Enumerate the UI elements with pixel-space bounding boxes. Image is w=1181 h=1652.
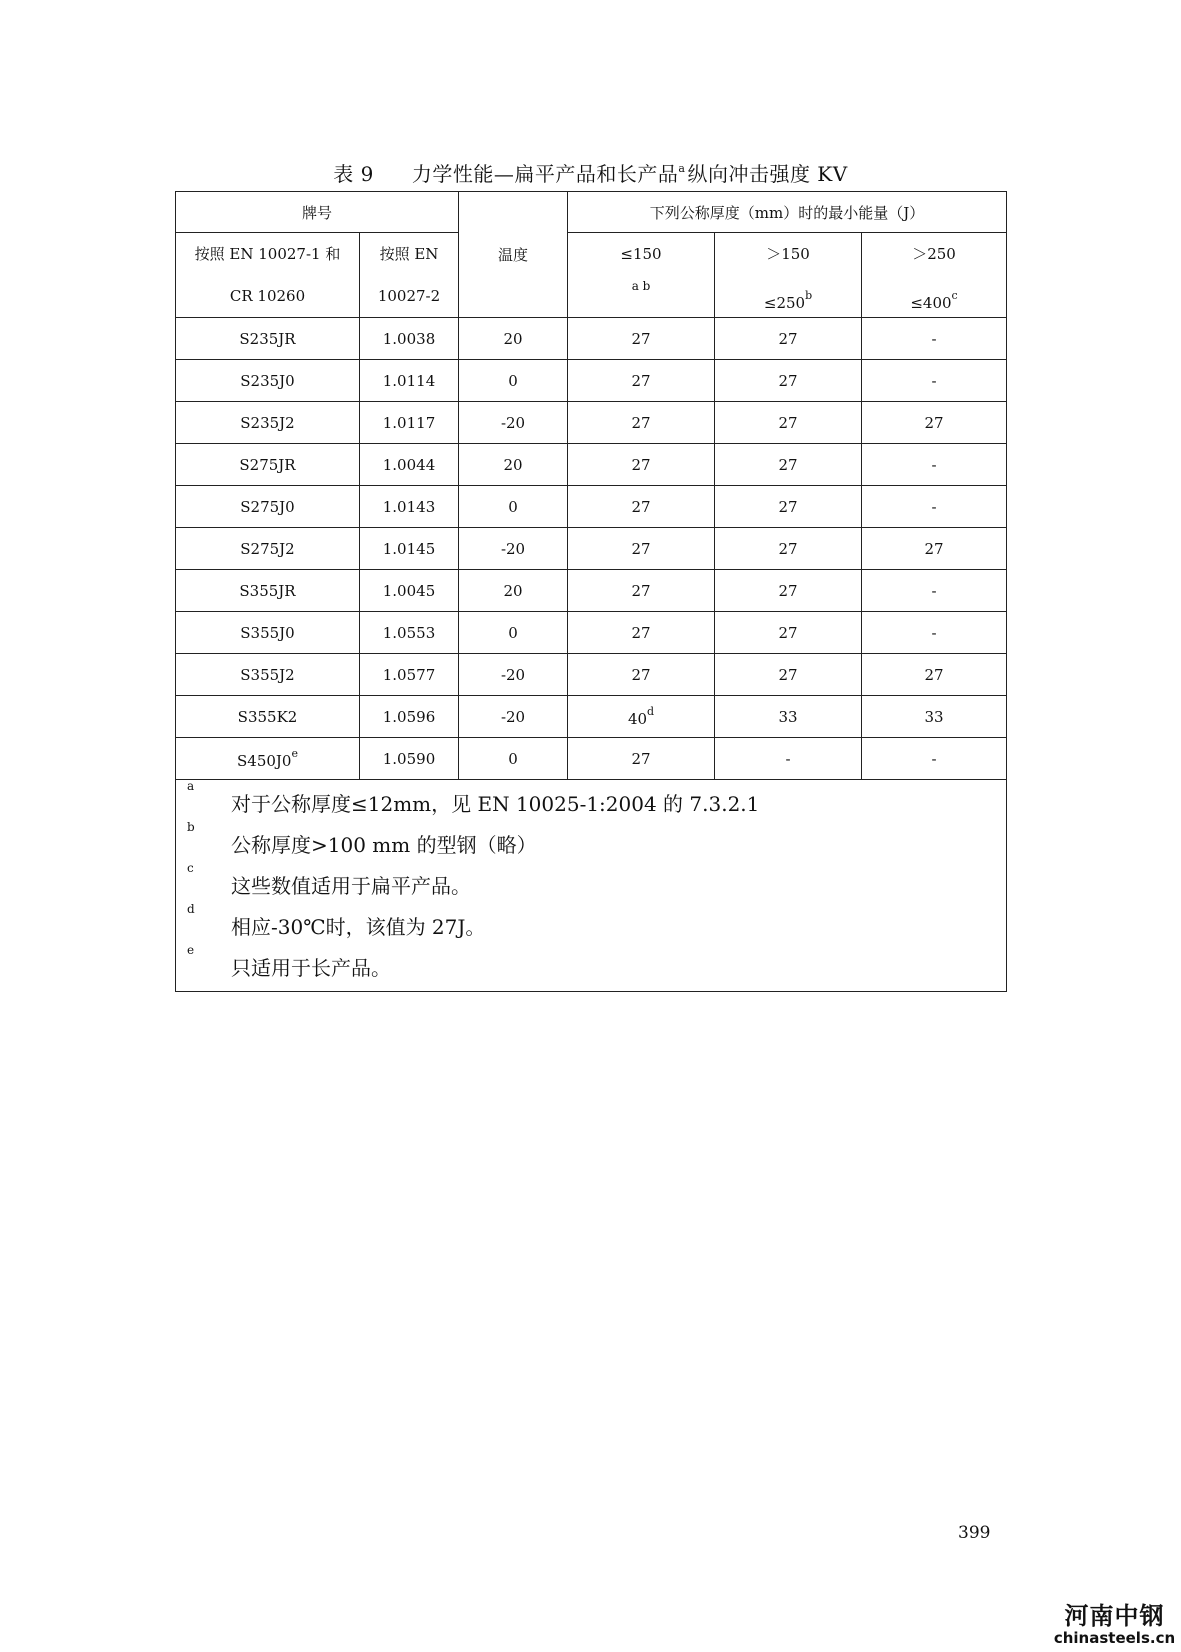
watermark-cn: 河南中钢 bbox=[1064, 1602, 1165, 1630]
cell-t1 bbox=[568, 528, 715, 570]
cell-t3 bbox=[862, 612, 1007, 654]
cell-number bbox=[360, 444, 459, 486]
footnote-text: 这些数值适用于扁平产品。 bbox=[231, 874, 471, 898]
cell-number-value: 1.0038 bbox=[382, 329, 436, 348]
table-row bbox=[176, 654, 1007, 696]
cell-number bbox=[360, 612, 459, 654]
header-grade: 牌号 bbox=[176, 192, 459, 233]
cell-number-value: 1.0044 bbox=[382, 455, 436, 474]
table-row bbox=[176, 696, 1007, 738]
header-t2-line1: ＞150 bbox=[766, 245, 810, 263]
cell-temp-value: 0 bbox=[508, 749, 518, 768]
table-number: 表 9 bbox=[333, 162, 374, 186]
cell-temp bbox=[459, 486, 568, 528]
footnote-mark: a bbox=[187, 779, 195, 793]
cell-name-value: S450J0 bbox=[237, 752, 292, 770]
table-row bbox=[176, 528, 1007, 570]
cell-number-value: 1.0577 bbox=[382, 665, 436, 684]
footnote-text: 只适用于长产品。 bbox=[231, 956, 391, 980]
cell-t1 bbox=[568, 738, 715, 780]
cell-name bbox=[176, 318, 360, 360]
table-row bbox=[176, 486, 1007, 528]
cell-number-value: 1.0114 bbox=[382, 371, 436, 390]
cell-t2-value: 27 bbox=[778, 581, 798, 600]
cell-t2-value: - bbox=[785, 749, 791, 768]
cell-number bbox=[360, 654, 459, 696]
cell-name bbox=[176, 696, 360, 738]
cell-temp bbox=[459, 360, 568, 402]
cell-t1-value: 27 bbox=[631, 413, 651, 432]
cell-temp-value: 0 bbox=[508, 371, 518, 390]
cell-name-value: S235J2 bbox=[240, 413, 295, 432]
cell-number-value: 1.0590 bbox=[382, 749, 436, 768]
cell-name-value: S275JR bbox=[239, 455, 296, 474]
cell-t2 bbox=[715, 738, 862, 780]
cell-t3 bbox=[862, 654, 1007, 696]
cell-name bbox=[176, 360, 360, 402]
header-t3-sup: c bbox=[951, 289, 958, 302]
header-t2-sup: b bbox=[805, 289, 813, 302]
cell-t1-value: 27 bbox=[631, 623, 651, 642]
cell-temp bbox=[459, 318, 568, 360]
header-t3-line1: ＞250 bbox=[912, 245, 956, 263]
footnotes bbox=[176, 780, 1006, 991]
cell-name bbox=[176, 570, 360, 612]
cell-number bbox=[360, 402, 459, 444]
cell-name-value: S235JR bbox=[239, 329, 296, 348]
header-name-col bbox=[176, 233, 360, 318]
cell-t3 bbox=[862, 360, 1007, 402]
page-number: 399 bbox=[958, 1523, 991, 1543]
cell-t1-value: 40 bbox=[627, 710, 648, 728]
cell-t2 bbox=[715, 486, 862, 528]
cell-t1-value: 27 bbox=[631, 539, 651, 558]
cell-temp-value: 0 bbox=[508, 623, 518, 642]
cell-t3 bbox=[862, 444, 1007, 486]
cell-number bbox=[360, 738, 459, 780]
cell-number-value: 1.0143 bbox=[382, 497, 436, 516]
cell-t3-value: 27 bbox=[924, 665, 944, 684]
cell-t2-value: 27 bbox=[778, 413, 798, 432]
cell-t2-value: 27 bbox=[778, 455, 798, 474]
cell-t1 bbox=[568, 612, 715, 654]
cell-name-value: S355K2 bbox=[237, 707, 298, 726]
footnote-text: 对于公称厚度≤12mm，见 EN 10025-1:2004 的 7.3.2.1 bbox=[231, 792, 760, 816]
cell-temp bbox=[459, 612, 568, 654]
header-name-line2: CR 10260 bbox=[229, 287, 306, 305]
cell-t1 bbox=[568, 486, 715, 528]
table-caption bbox=[0, 158, 1181, 187]
header-energy-group: 下列公称厚度（mm）时的最小能量（J） bbox=[568, 192, 1007, 233]
cell-number-value: 1.0045 bbox=[382, 581, 436, 600]
cell-name-value: S235J0 bbox=[240, 371, 295, 390]
cell-t3-value: - bbox=[931, 497, 937, 516]
header-t2-line2: ≤250 bbox=[763, 294, 806, 312]
cell-t2-value: 27 bbox=[778, 665, 798, 684]
footnote bbox=[176, 902, 1006, 948]
cell-t2 bbox=[715, 444, 862, 486]
cell-t3 bbox=[862, 528, 1007, 570]
cell-t2 bbox=[715, 612, 862, 654]
cell-t1-value: 27 bbox=[631, 329, 651, 348]
cell-number-value: 1.0145 bbox=[382, 539, 436, 558]
header-number-line1: 按照 EN bbox=[379, 245, 439, 263]
header-temperature: 温度 bbox=[459, 192, 568, 318]
table-title: 力学性能—扁平产品和长产品 bbox=[411, 162, 679, 186]
cell-t3-value: - bbox=[931, 749, 937, 768]
table-row bbox=[176, 360, 1007, 402]
footnotes-cell bbox=[176, 780, 1007, 992]
cell-number bbox=[360, 528, 459, 570]
cell-t3-value: 27 bbox=[924, 539, 944, 558]
table-row bbox=[176, 402, 1007, 444]
cell-t3-value: - bbox=[931, 455, 937, 474]
header-t3-line2: ≤400 bbox=[910, 294, 952, 312]
cell-name bbox=[176, 738, 360, 780]
cell-temp bbox=[459, 528, 568, 570]
cell-t2 bbox=[715, 528, 862, 570]
cell-t1 bbox=[568, 402, 715, 444]
cell-temp bbox=[459, 696, 568, 738]
header-name-line1: 按照 EN 10027-1 和 bbox=[194, 245, 341, 263]
cell-name bbox=[176, 654, 360, 696]
footnote-mark: b bbox=[187, 820, 195, 834]
cell-temp bbox=[459, 654, 568, 696]
table-row bbox=[176, 570, 1007, 612]
cell-name-value: S355J2 bbox=[240, 665, 295, 684]
cell-t2-value: 27 bbox=[778, 623, 798, 642]
table-row bbox=[176, 444, 1007, 486]
header-thickness-2 bbox=[715, 233, 862, 318]
cell-t3 bbox=[862, 402, 1007, 444]
footnote bbox=[176, 820, 1006, 866]
cell-t3 bbox=[862, 696, 1007, 738]
cell-name-value: S355JR bbox=[239, 581, 296, 600]
cell-t3-value: - bbox=[931, 329, 937, 348]
cell-t1 bbox=[568, 654, 715, 696]
cell-t3-value: 33 bbox=[924, 707, 944, 726]
cell-t1-value: 27 bbox=[631, 581, 651, 600]
table-row bbox=[176, 318, 1007, 360]
header-number-col bbox=[360, 233, 459, 318]
cell-t3-value: - bbox=[931, 371, 937, 390]
footnote bbox=[176, 861, 1006, 907]
cell-name-value: S355J0 bbox=[240, 623, 295, 642]
footnote-mark: c bbox=[187, 861, 194, 875]
cell-t1 bbox=[568, 360, 715, 402]
cell-t2-value: 27 bbox=[778, 497, 798, 516]
cell-t3 bbox=[862, 738, 1007, 780]
cell-t1 bbox=[568, 696, 715, 738]
cell-t2 bbox=[715, 360, 862, 402]
footnote bbox=[176, 779, 1006, 825]
cell-t3 bbox=[862, 318, 1007, 360]
cell-number-value: 1.0596 bbox=[382, 707, 436, 726]
impact-strength-table bbox=[175, 191, 1007, 992]
cell-number bbox=[360, 360, 459, 402]
cell-t2-value: 33 bbox=[778, 707, 798, 726]
cell-temp-value: 0 bbox=[508, 497, 518, 516]
cell-temp bbox=[459, 444, 568, 486]
cell-name-value: S275J0 bbox=[240, 497, 295, 516]
cell-t1-sup: d bbox=[647, 705, 655, 718]
cell-t1-value: 27 bbox=[631, 371, 651, 390]
cell-temp bbox=[459, 738, 568, 780]
cell-t2 bbox=[715, 402, 862, 444]
cell-name-value: S275J2 bbox=[240, 539, 295, 558]
cell-temp-value: -20 bbox=[500, 665, 526, 684]
cell-number-value: 1.0553 bbox=[382, 623, 436, 642]
header-thickness-1 bbox=[568, 233, 715, 318]
cell-t2 bbox=[715, 318, 862, 360]
cell-t3 bbox=[862, 486, 1007, 528]
cell-temp-value: 20 bbox=[503, 455, 523, 474]
cell-t3-value: - bbox=[931, 623, 937, 642]
cell-t1-value: 27 bbox=[631, 455, 651, 474]
cell-number bbox=[360, 486, 459, 528]
cell-temp-value: 20 bbox=[503, 329, 523, 348]
cell-temp-value: -20 bbox=[500, 413, 526, 432]
cell-t3-value: - bbox=[931, 581, 937, 600]
table-title-sup: a bbox=[678, 162, 686, 175]
footnote-mark: e bbox=[187, 943, 195, 957]
cell-number-value: 1.0117 bbox=[382, 413, 436, 432]
cell-name-sup: e bbox=[291, 747, 298, 760]
cell-t3-value: 27 bbox=[924, 413, 944, 432]
cell-t1 bbox=[568, 444, 715, 486]
table-title-rest: 纵向冲击强度 KV bbox=[687, 162, 848, 186]
cell-temp-value: -20 bbox=[500, 707, 526, 726]
header-t1-sup: a b bbox=[631, 279, 651, 293]
cell-t1-value: 27 bbox=[631, 497, 651, 516]
cell-t1-value: 27 bbox=[631, 665, 651, 684]
footnote-text: 公称厚度>100 mm 的型钢（略） bbox=[231, 833, 537, 857]
footnote-mark: d bbox=[187, 902, 195, 916]
cell-temp bbox=[459, 570, 568, 612]
cell-temp bbox=[459, 402, 568, 444]
cell-t2-value: 27 bbox=[778, 539, 798, 558]
footnote-text: 相应-30℃时，该值为 27J。 bbox=[231, 915, 486, 939]
cell-t1-value: 27 bbox=[631, 749, 651, 768]
cell-name bbox=[176, 612, 360, 654]
cell-name bbox=[176, 486, 360, 528]
cell-number bbox=[360, 570, 459, 612]
table-row bbox=[176, 612, 1007, 654]
cell-temp-value: 20 bbox=[503, 581, 523, 600]
watermark-en: chinasteels.cn bbox=[1053, 1629, 1176, 1647]
header-number-line2: 10027-2 bbox=[377, 287, 441, 305]
cell-t2 bbox=[715, 654, 862, 696]
cell-name bbox=[176, 528, 360, 570]
cell-t2-value: 27 bbox=[778, 329, 798, 348]
cell-t1 bbox=[568, 318, 715, 360]
header-thickness-3 bbox=[862, 233, 1007, 318]
cell-temp-value: -20 bbox=[500, 539, 526, 558]
cell-t2 bbox=[715, 696, 862, 738]
cell-t1 bbox=[568, 570, 715, 612]
header-t1-line1: ≤150 bbox=[620, 245, 662, 263]
cell-number bbox=[360, 696, 459, 738]
cell-t2 bbox=[715, 570, 862, 612]
table-body bbox=[176, 318, 1007, 780]
watermark-logo bbox=[1052, 1603, 1177, 1647]
footnote bbox=[176, 943, 1006, 989]
cell-name bbox=[176, 402, 360, 444]
cell-t3 bbox=[862, 570, 1007, 612]
cell-t2-value: 27 bbox=[778, 371, 798, 390]
cell-number bbox=[360, 318, 459, 360]
cell-name bbox=[176, 444, 360, 486]
table-row bbox=[176, 738, 1007, 780]
